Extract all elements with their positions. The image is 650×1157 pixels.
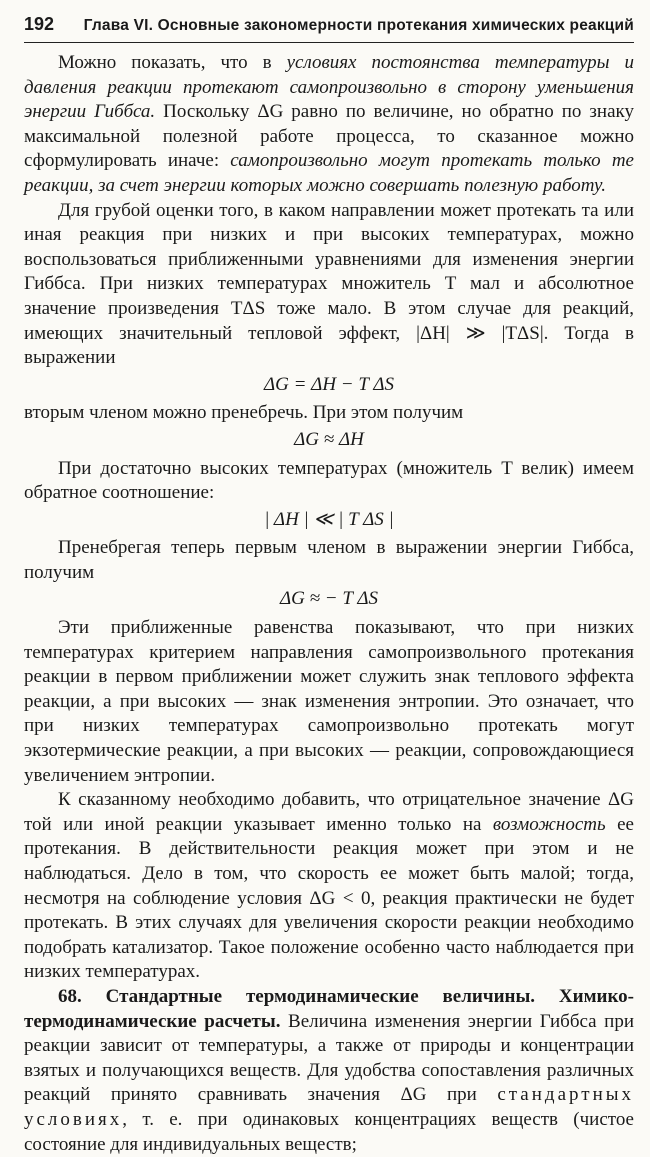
section-number: 68.: [58, 985, 82, 1007]
formula-high-temperature: ΔG ≈ − T ΔS: [280, 588, 378, 610]
section-title: Стандартные термодинамические величины. Химико-термодинамические расчеты.: [24, 985, 634, 1032]
paragraph-gibbs-principle: [24, 51, 634, 199]
book-page: [24, 12, 634, 1157]
formula-gibbs-equation: ΔG = ΔH − T ΔS: [263, 373, 394, 395]
section-text-a: Величина изменения энергии Гиббса при реакции зависит от температуры, а также от природы и концентрации взятых и получающихся веществ. Для удобства сопоставления различных реакций принято сравнивать значения ΔG при: [24, 1010, 634, 1106]
paragraph-high-temperature: При достаточно высоких температурах (множитель T велик) имеем обратное соотношение:: [24, 457, 634, 504]
paragraph-rough-estimate: Для грубой оценки того, в каком направлении может протекать та или иная реакция при низких и при высоких температурах, можно воспользоваться приближенными уравнениями для изменения энергии Гиббса. При низких температурах множитель T мал и абсолютное значение произведения TΔS тоже мало. В этом случае для реакций, имеющих значительный тепловой эффект, |ΔH| ≫ |TΔS|. Тогда в выражении: [24, 199, 634, 369]
page-number: 192: [24, 14, 55, 34]
p7-emphasis-possibility: возможность: [492, 813, 606, 835]
formula-inequality: | ΔH | ≪ | T ΔS |: [264, 508, 394, 530]
paragraph-neglect-first-term: Пренебрегая теперь первым членом в выражении энергии Гиббса, получим: [24, 537, 634, 583]
p1-text-a: Можно показать, что в: [58, 52, 287, 73]
formula-low-temperature: ΔG ≈ ΔH: [294, 428, 364, 450]
paragraph-neglect-second-term: вторым членом можно пренебречь. При этом получим: [24, 402, 464, 424]
p1-emphasis-useful-work: самопроизвольно могут протекать только те реакции, за счет энергии которых можно совершать полезную работу.: [24, 150, 634, 196]
section-text-c: , т. е. при одинаковых концентрациях веществ (чистое состояние для индивидуальных веществ;: [24, 1108, 634, 1155]
paragraph-approximate-equalities: Эти приближенные равенства показывают, что при низких температурах критерием направления самопроизвольного протекания реакции в первом приближении может служить знак теплового эффекта реакции, а при высоких — знак изменения энтропии. Это означает, что при низких температурах самопроизвольно протекать могут экзотермические реакции, а при высоких — реакции, сопровождающиеся увеличением энтропии.: [24, 617, 634, 786]
section-68: [24, 985, 634, 1157]
p7-text-c: ее протекания. В действительности реакция может при этом и не наблюдаться. Дело в том, что скорость ее может быть малой; тогда, несмотря на соблюдение условия ΔG < 0, реакция практически не будет протекать. В этих случаях для увеличения скорости реакции необходимо подобрать катализатор. Такое положение особенно часто наблюдается при низких температурах.: [24, 813, 634, 983]
p1-text-c: Поскольку ΔG равно по величине, но обратно по знаку максимальной полезной работе процесса, то сказанное можно сформулировать иначе:: [24, 101, 634, 172]
running-title: Глава VI. Основные закономерности протекания химических реакций: [83, 17, 634, 34]
paragraph-possibility: [24, 788, 634, 985]
section-spaced-standard-conditions: стандартных условиях: [24, 1084, 634, 1130]
p7-text-a: К сказанному необходимо добавить, что отрицательное значение ΔG той или иной реакции указывает именно только на: [24, 789, 634, 835]
p1-emphasis-conditions: условиях постоянства температуры и давления реакции протекают самопроизвольно в сторону уменьшения энергии Гиббса.: [24, 52, 634, 123]
page-header: [24, 12, 634, 43]
